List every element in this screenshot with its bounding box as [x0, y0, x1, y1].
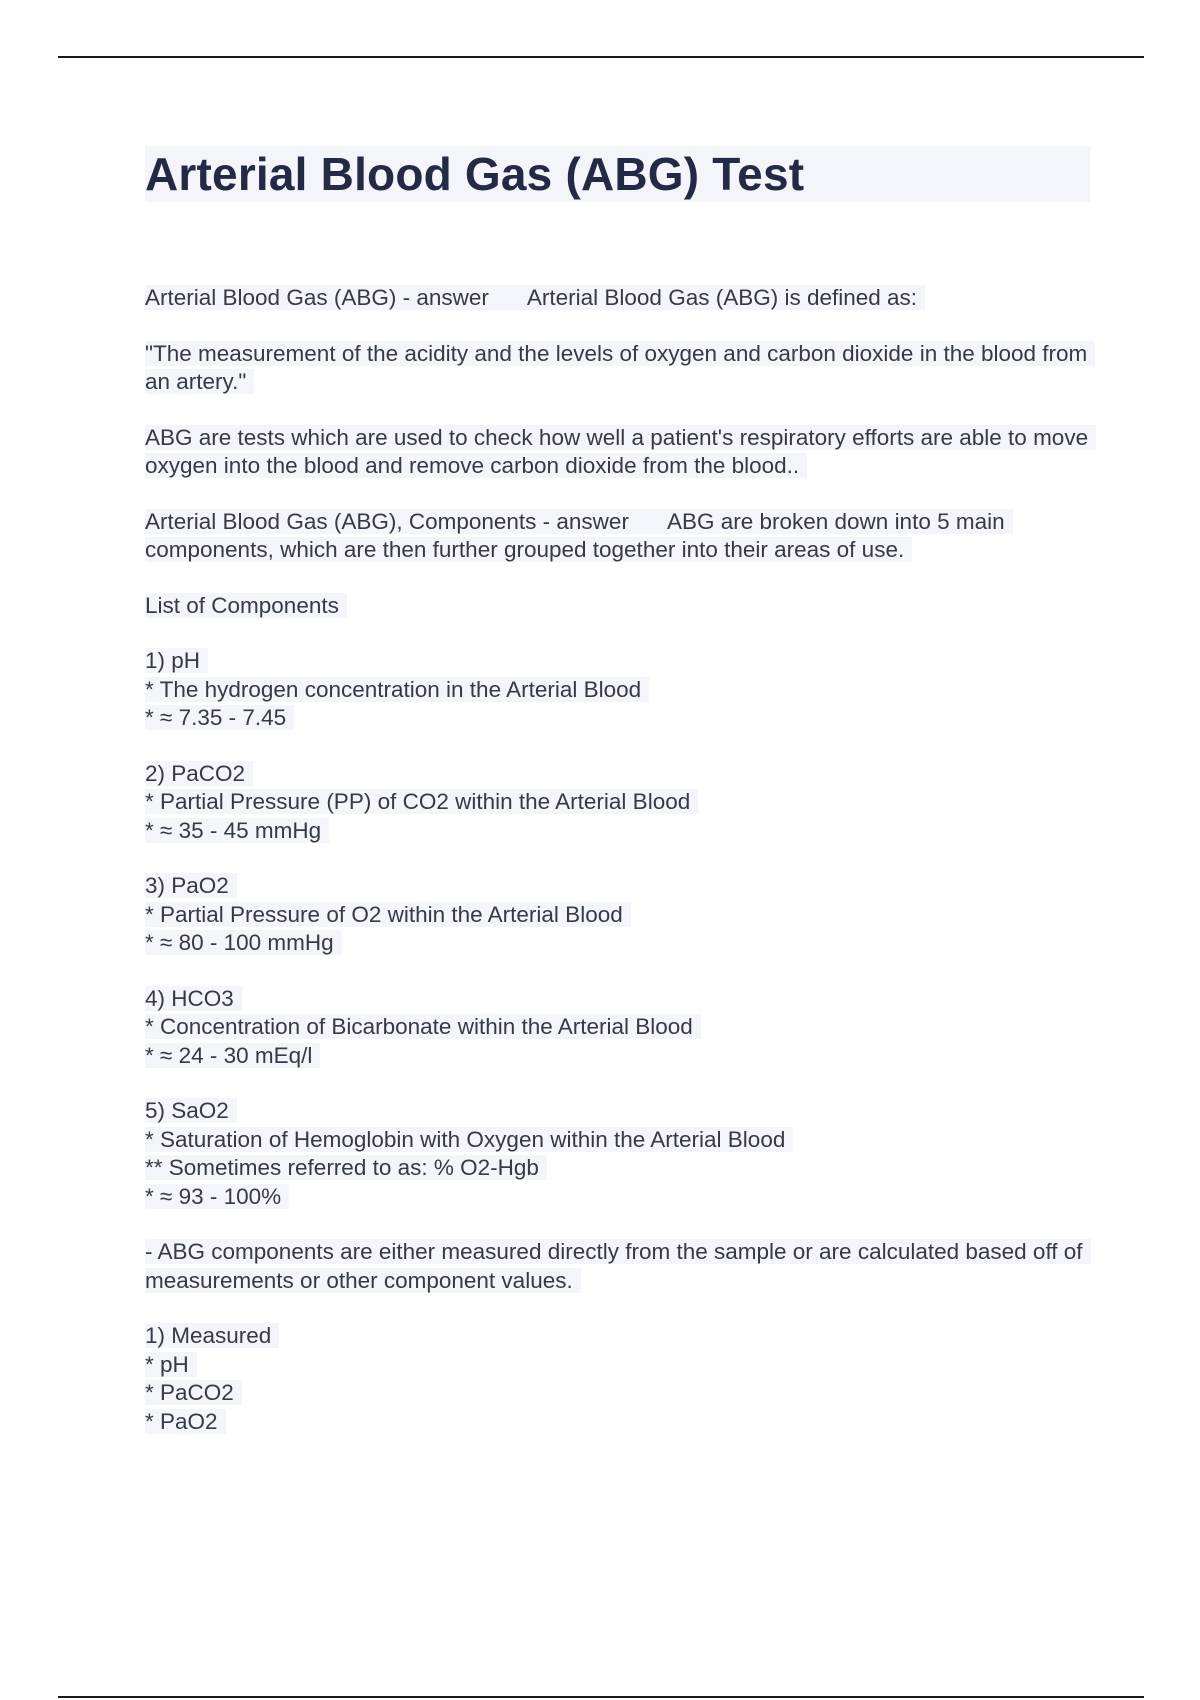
bottom-rule: [58, 1696, 1144, 1698]
component-ph: 1) pH * The hydrogen concentration in the Arterial Blood * ≈ 7.35 - 7.45: [145, 647, 1090, 733]
top-rule: [58, 56, 1144, 58]
component-pao2: 3) PaO2 * Partial Pressure of O2 within the Arterial Blood * ≈ 80 - 100 mmHg: [145, 872, 1090, 958]
document-body: [145, 146, 1090, 1436]
measured-list: 1) Measured * pH * PaCO2 * PaO2: [145, 1322, 1090, 1436]
component-sao2: 5) SaO2 * Saturation of Hemoglobin with Oxygen within the Arterial Blood ** Sometimes referred to as: % O2-Hgb * ≈ 93 - 100%: [145, 1097, 1090, 1211]
definition-answer: Arterial Blood Gas (ABG) is defined as:: [526, 285, 918, 310]
definition-abg: [145, 284, 1090, 313]
components-answer: ABG are broken down into 5 main components, which are then further grouped together into their areas of use.: [145, 508, 1005, 562]
components-question: Arterial Blood Gas (ABG), Components - answer: [145, 508, 629, 534]
definition-explanation: ABG are tests which are used to check how well a patient's respiratory efforts are able to move oxygen into the blood and remove carbon dioxide from the blood..: [145, 424, 1090, 481]
measurement-note: - ABG components are either measured directly from the sample or are calculated based off of measurements or other component values.: [145, 1238, 1090, 1295]
definition-question: Arterial Blood Gas (ABG) - answer: [145, 285, 489, 310]
page-title: Arterial Blood Gas (ABG) Test: [145, 146, 1090, 202]
component-paco2: 2) PaCO2 * Partial Pressure (PP) of CO2 within the Arterial Blood * ≈ 35 - 45 mmHg: [145, 760, 1090, 846]
components-definition: [145, 508, 1090, 565]
definition-quote: "The measurement of the acidity and the levels of oxygen and carbon dioxide in the blood from an artery.": [145, 340, 1090, 397]
list-heading: List of Components: [145, 592, 1090, 621]
component-hco3: 4) HCO3 * Concentration of Bicarbonate within the Arterial Blood * ≈ 24 - 30 mEq/l: [145, 985, 1090, 1071]
